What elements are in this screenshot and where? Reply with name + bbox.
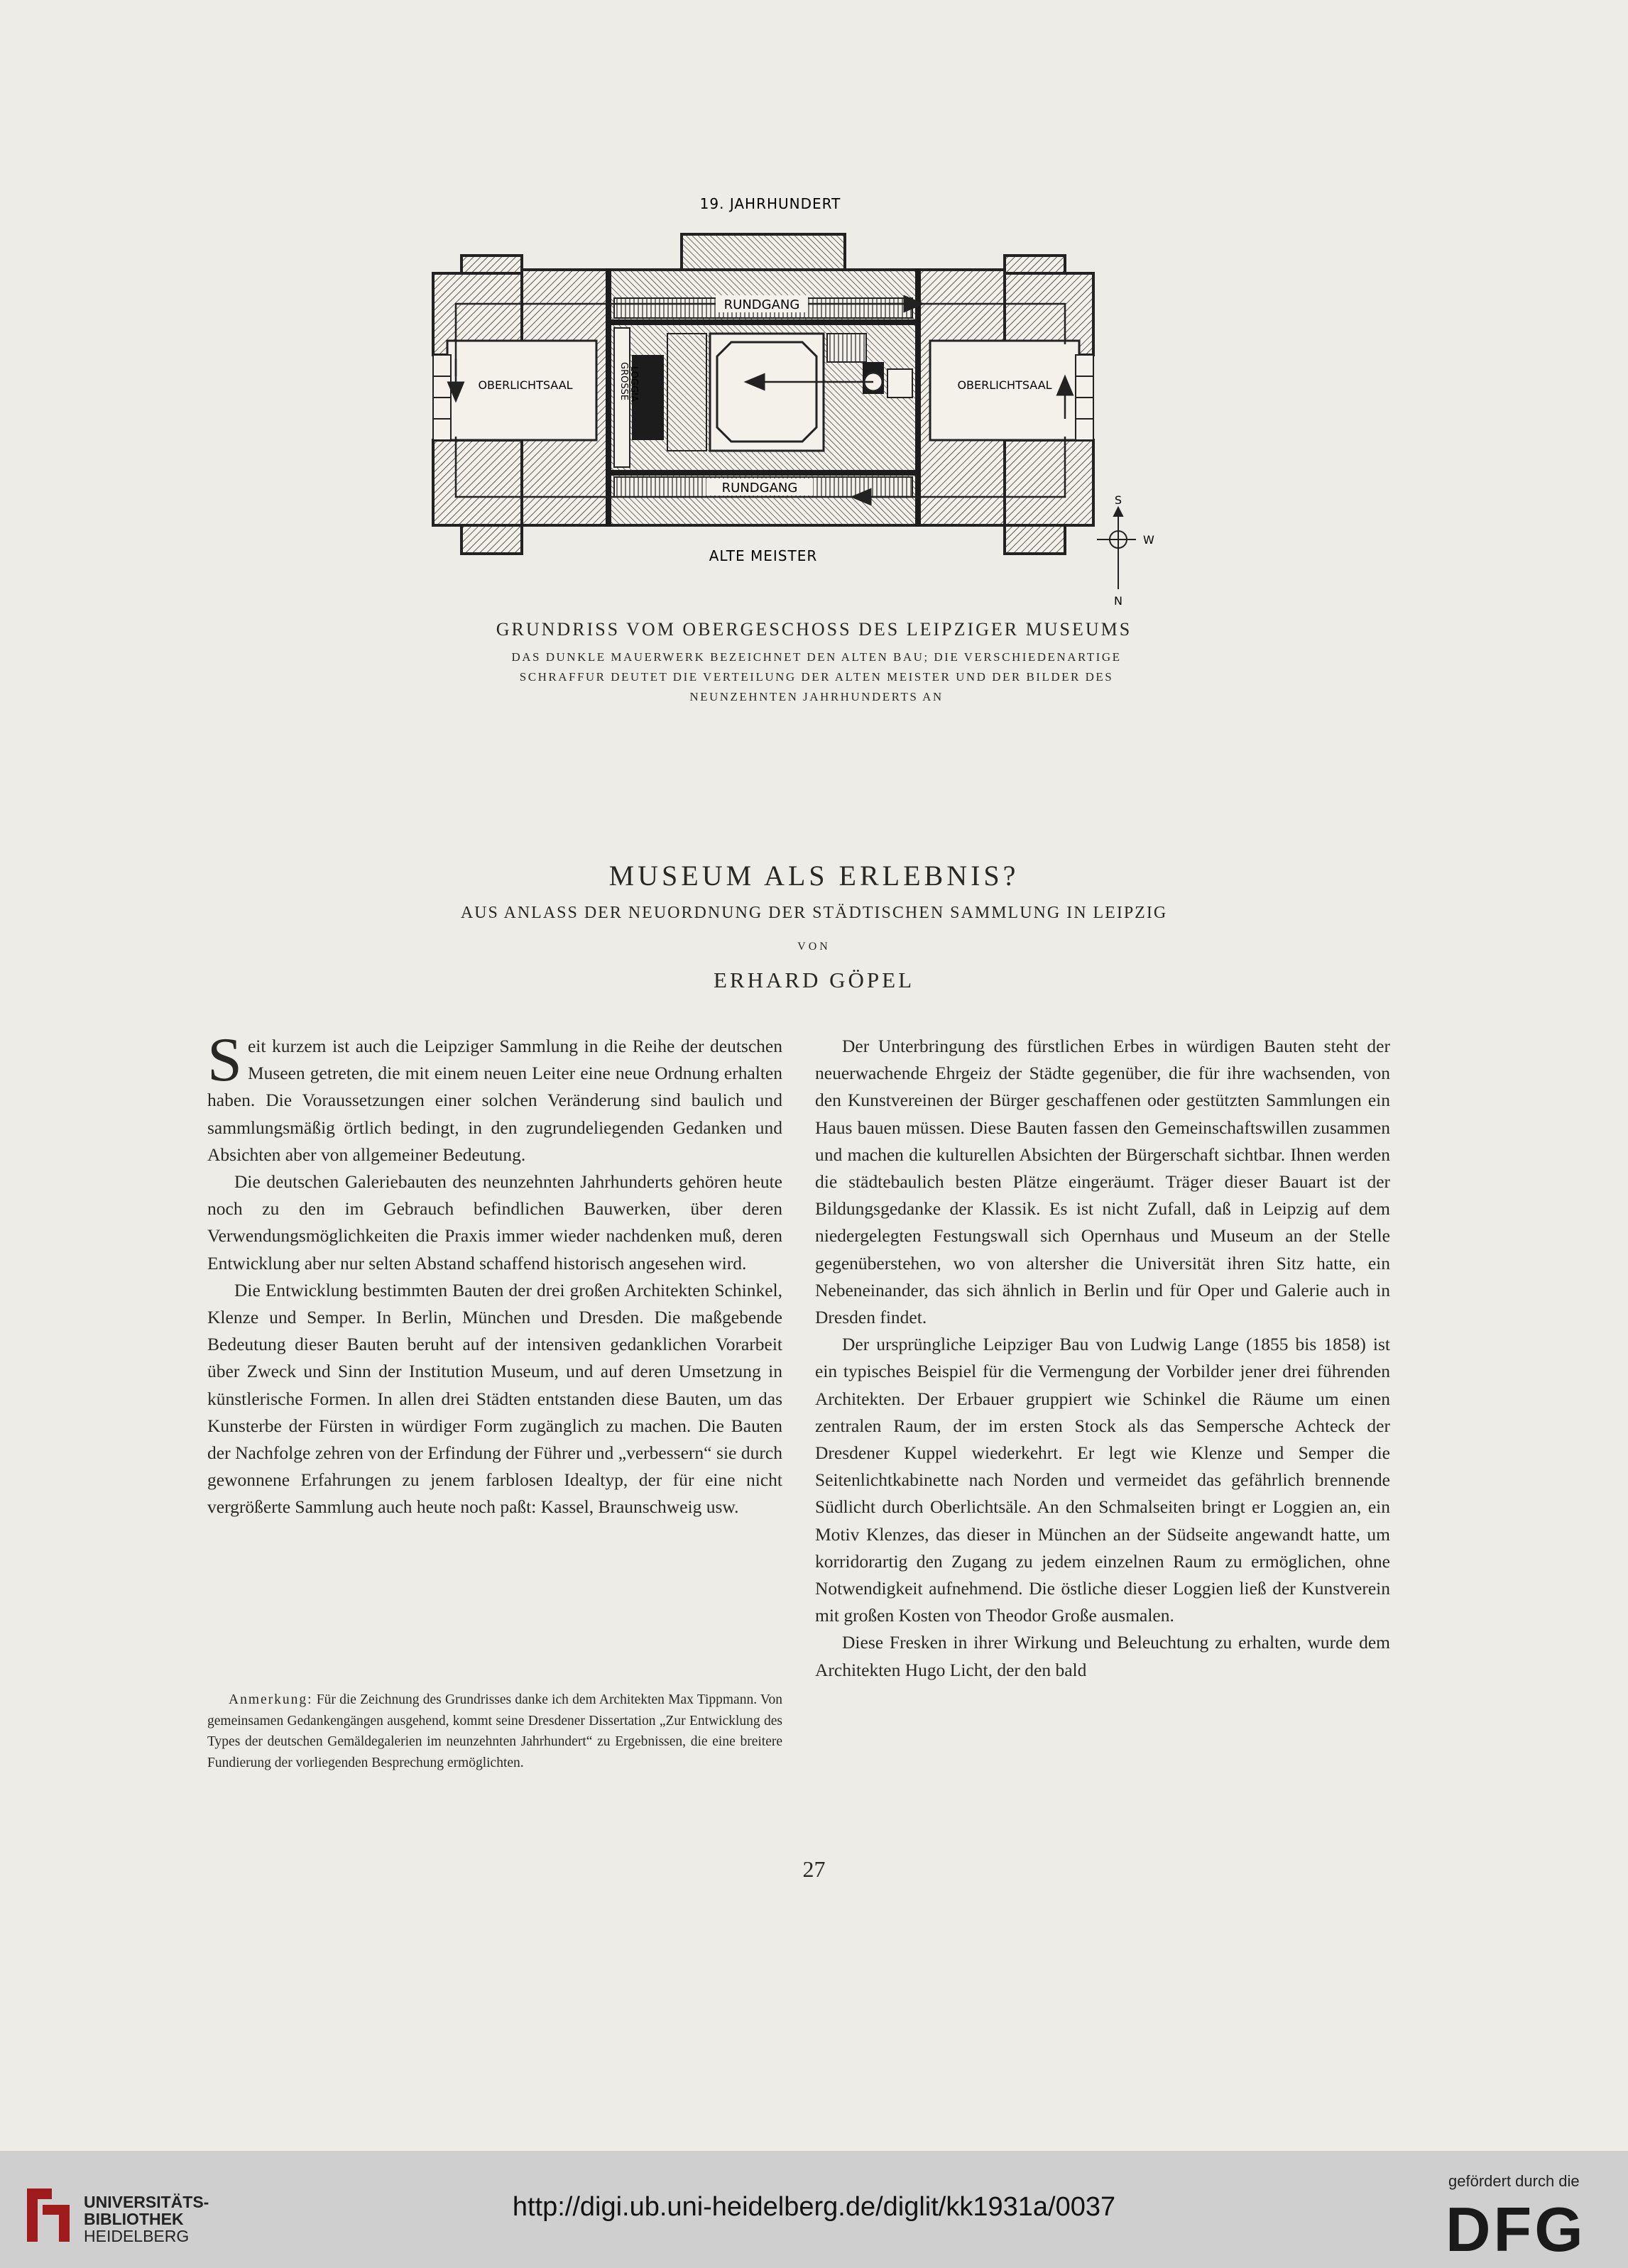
compass-south: S	[1114, 493, 1122, 507]
dfg-logo: DFG	[1446, 2194, 1586, 2264]
paragraph: Der ursprüngliche Leipziger Bau von Ludwig Lange (1855 bis 1858) ist ein typisches Beispiel für die Vermengung der Vorbilder jener drei führenden Architekten. Der Erbauer gruppiert wie Schinkel die Räume um einen zentralen Raum, der im ersten Stock als das Sempersche Achteck der Dresdener Kuppel wiederkehrt. Er legt wie Klenze und Semper die Seitenlichtkabinette nach Norden und vermeidet das gefährlich brennende Südlicht durch Oberlichtsäle. An den Schmalseiten bringt er Loggien an, ein Motiv Klenzes, das dieser in München an der Südseite angewandt hatte, um korridorartig den Zugang zu jedem einzelnen Raum zu ermöglichen, ohne Notwendigkeit aufnehmend. Die östliche dieser Loggien ließ der Kunstverein mit großen Kosten von Theodor Große ausmalen.	[815, 1334, 1390, 1626]
plan-label-19th-century: 19. JAHRHUNDERT	[699, 195, 841, 212]
paragraph: Die Entwicklung bestimmten Bauten der drei großen Architekten Schinkel, Klenze und Semper. In Berlin, München und Dresden. Die maßgebende Bedeutung dieser Bauten beruht auf der intensiven gedanklichen Vorarbeit über Zweck und Sinn der Institution Museum, und auf deren Umsetzung in künstlerische Formen. In allen drei Städten entstanden diese Bauten, um das Kunsterbe der Fürsten in würdiger Form zugänglich zu machen. Die Bauten der Nachfolge zehren von der Erfindung der Führer und „verbessern“ sie durch gewonnene Erfahrungen zu jenem farblosen Idealtyp, der für eine nicht vergrößerte Sammlung auch heute noch paßt: Kassel, Braunschweig usw.	[207, 1279, 782, 1518]
plan-label-old-masters: ALTE MEISTER	[709, 547, 818, 564]
article-title: MUSEUM ALS ERLEBNIS?	[608, 860, 1020, 892]
article-subtitle: AUS ANLASS DER NEUORDNUNG DER STÄDTISCHEN SAMMLUNG IN LEIPZIG	[460, 904, 1168, 922]
floor-plan	[419, 192, 1207, 618]
compass-west: W	[1143, 533, 1154, 547]
library-name-line: BIBLIOTHEK	[84, 2210, 184, 2228]
plan-label-left-hall: OBERLICHTSAAL	[478, 378, 573, 392]
plan-caption-title: GRUNDRISS VOM OBERGESCHOSS DES LEIPZIGER MUSEUMS	[496, 619, 1132, 640]
plan-caption-line: SCHRAFFUR DEUTET DIE VERTEILUNG DER ALTEN MEISTER UND DER BILDER DES	[519, 670, 1114, 684]
plan-label-loggia-1: GROSSE	[618, 362, 629, 401]
library-name-line: UNIVERSITÄTS-	[84, 2193, 209, 2211]
article-author: ERHARD GÖPEL	[713, 968, 915, 992]
plan-caption-text	[454, 647, 1179, 707]
footnote	[207, 1689, 782, 1773]
compass-north: N	[1114, 594, 1122, 608]
drop-cap: S	[207, 1026, 242, 1095]
text-column-right	[815, 1033, 1390, 1684]
paragraph: Der Unterbringung des fürstlichen Erbes in würdigen Bauten steht der neuerwachende Ehrgeiz der Städte gegenüber, die für ihre wachsenden, von den Kunstvereinen der Bürger geschaffenen oder gestützten Sammlungen ein Haus bauen müssen. Diese Bauten fassen den Gemeinschaftswillen zusammen und machen die kulturellen Absichten der Bürgerschaft sichtbar. Ihnen werden die städtebaulich besten Plätze eingeräumt. Träger dieser Bauart ist der Bildungsgedanke der Klassik. Es ist nicht Zufall, daß in Leipzig auf dem niedergelegten Festungswall sich Opernhaus und Museum an der Stelle gegenüberstehen, wo von altersher die Universität ihren Sitz hatte, ein Nebeneinander, das sich ähnlich in Berlin und für Oper und Galerie auch in Dresden findet.	[815, 1036, 1390, 1328]
plan-caption-line: NEUNZEHNTEN JAHRHUNDERTS AN	[689, 690, 944, 703]
byline-von: VON	[797, 941, 831, 953]
paragraph-text: eit kurzem ist auch die Leipziger Sammlung in die Reihe der deutschen Museen getreten, die mit einem neuen Leiter eine neue Ordnung erhalten haben. Die Voraussetzungen einer solchen Veränderung sind baulich und sammlungsmäßig örtlich bedingt, in den zugrundeliegenden Gedanken und Absichten aber von allgemeiner Bedeutung.	[207, 1036, 782, 1165]
plan-caption-line: DAS DUNKLE MAUERWERK BEZEICHNET DEN ALTEN BAU; DIE VERSCHIEDENARTIGE	[511, 650, 1122, 664]
paragraph: Diese Fresken in ihrer Wirkung und Beleuchtung zu erhalten, wurde dem Architekten Hugo Licht, der den bald	[815, 1632, 1390, 1680]
plan-label-right-hall: OBERLICHTSAAL	[957, 378, 1052, 392]
footnote-lead: Anmerkung:	[229, 1692, 313, 1707]
viewer-footer	[0, 2151, 1628, 2268]
page-number: 27	[802, 1856, 826, 1882]
funding-note: gefördert durch die	[1448, 2172, 1580, 2190]
plan-label-corridor-top: RUNDGANG	[723, 297, 800, 312]
library-name-line: HEIDELBERG	[84, 2227, 190, 2245]
compass-icon	[1097, 508, 1136, 589]
footnote-text: Für die Zeichnung des Grundrisses danke ich dem Architekten Max Tippmann. Von gemeinsamen Gedankengängen ausgehend, kommt seine Dresdener Dissertation „Zur Entwicklung des Types der deutschen Gemäldegalerien im neunzehnten Jahrhundert“ zu Ergebnissen, die eine breitere Fundierung der vorliegenden Besprechung ermöglichten.	[207, 1692, 782, 1770]
paragraph	[207, 1026, 782, 1168]
plan-label-loggia-2: LOGGIA	[628, 366, 639, 402]
permalink-url[interactable]: http://digi.ub.uni-heidelberg.de/diglit/kk1931a/0037	[512, 2192, 1116, 2222]
plan-label-corridor-bottom: RUNDGANG	[721, 481, 798, 495]
text-column-left	[207, 1026, 782, 1521]
paragraph: Die deutschen Galeriebauten des neunzehnten Jahrhunderts gehören heute noch zu den im Gebrauch befindlichen Bauwerken, über deren Verwendungsmöglichkeiten die Praxis immer wieder nachdenken muß, deren Entwicklung aber nur selten Abstand schaffend historisch angesehen wird.	[207, 1171, 782, 1273]
